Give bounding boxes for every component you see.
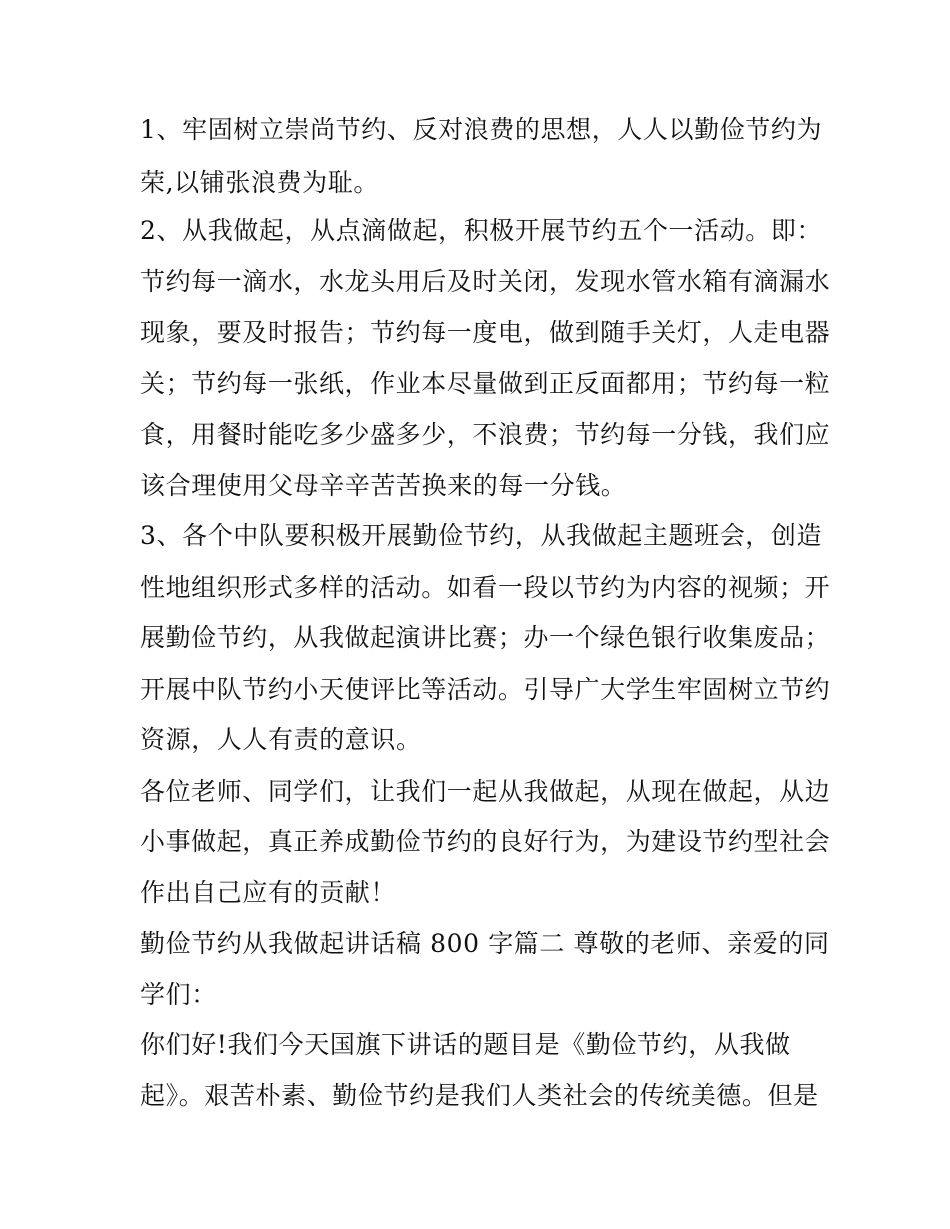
text-line: 2、从我做起，从点滴做起，积极开展节约五个一活动。即： (140, 216, 823, 245)
text-line: 勤俭节约从我做起讲话稿 800 字篇二 尊敬的老师、亲爱的同 (140, 929, 830, 958)
text-line: 起》。艰苦朴素、勤俭节约是我们人类社会的传统美德。但是 (140, 1081, 819, 1110)
text-line: 现象，要及时报告；节约每一度电，做到随手关灯，人走电器 (140, 318, 831, 347)
text-line: 关；节约每一张纸，作业本尽量做到正反面都用；节约每一粒 (140, 369, 831, 398)
text-line: 作出自己应有的贡献！ (140, 878, 397, 907)
text-line: 性地组织形式多样的活动。如看一段以节约为内容的视频；开 (140, 573, 831, 602)
text-line: 学们： (140, 980, 217, 1009)
text-line: 你们好!我们今天国旗下讲话的题目是《勤俭节约，从我做 (140, 1030, 791, 1059)
text-line: 小事做起，真正养成勤俭节约的良好行为，为建设节约型社会 (140, 827, 831, 856)
text-line: 1、牢固树立崇尚节约、反对浪费的思想，人人以勤俭节约为 (140, 115, 823, 144)
text-line: 3、各个中队要积极开展勤俭节约，从我做起主题班会，创造 (140, 521, 823, 550)
text-line: 节约每一滴水，水龙头用后及时关闭，发现水管水箱有滴漏水 (140, 267, 831, 296)
text-line: 荣,以铺张浪费为耻。 (140, 168, 379, 197)
text-line: 展勤俭节约，从我做起演讲比赛；办一个绿色银行收集废品； (140, 623, 831, 652)
text-line: 各位老师、同学们，让我们一起从我做起，从现在做起，从边 (140, 777, 831, 806)
text-line: 食，用餐时能吃多少盛多少，不浪费；节约每一分钱，我们应 (140, 420, 831, 449)
text-line: 资源，人人有责的意识。 (140, 725, 422, 754)
text-line: 该合理使用父母辛辛苦苦换来的每一分钱。 (140, 471, 627, 500)
text-line: 开展中队节约小天使评比等活动。引导广大学生牢固树立节约 (140, 675, 831, 704)
